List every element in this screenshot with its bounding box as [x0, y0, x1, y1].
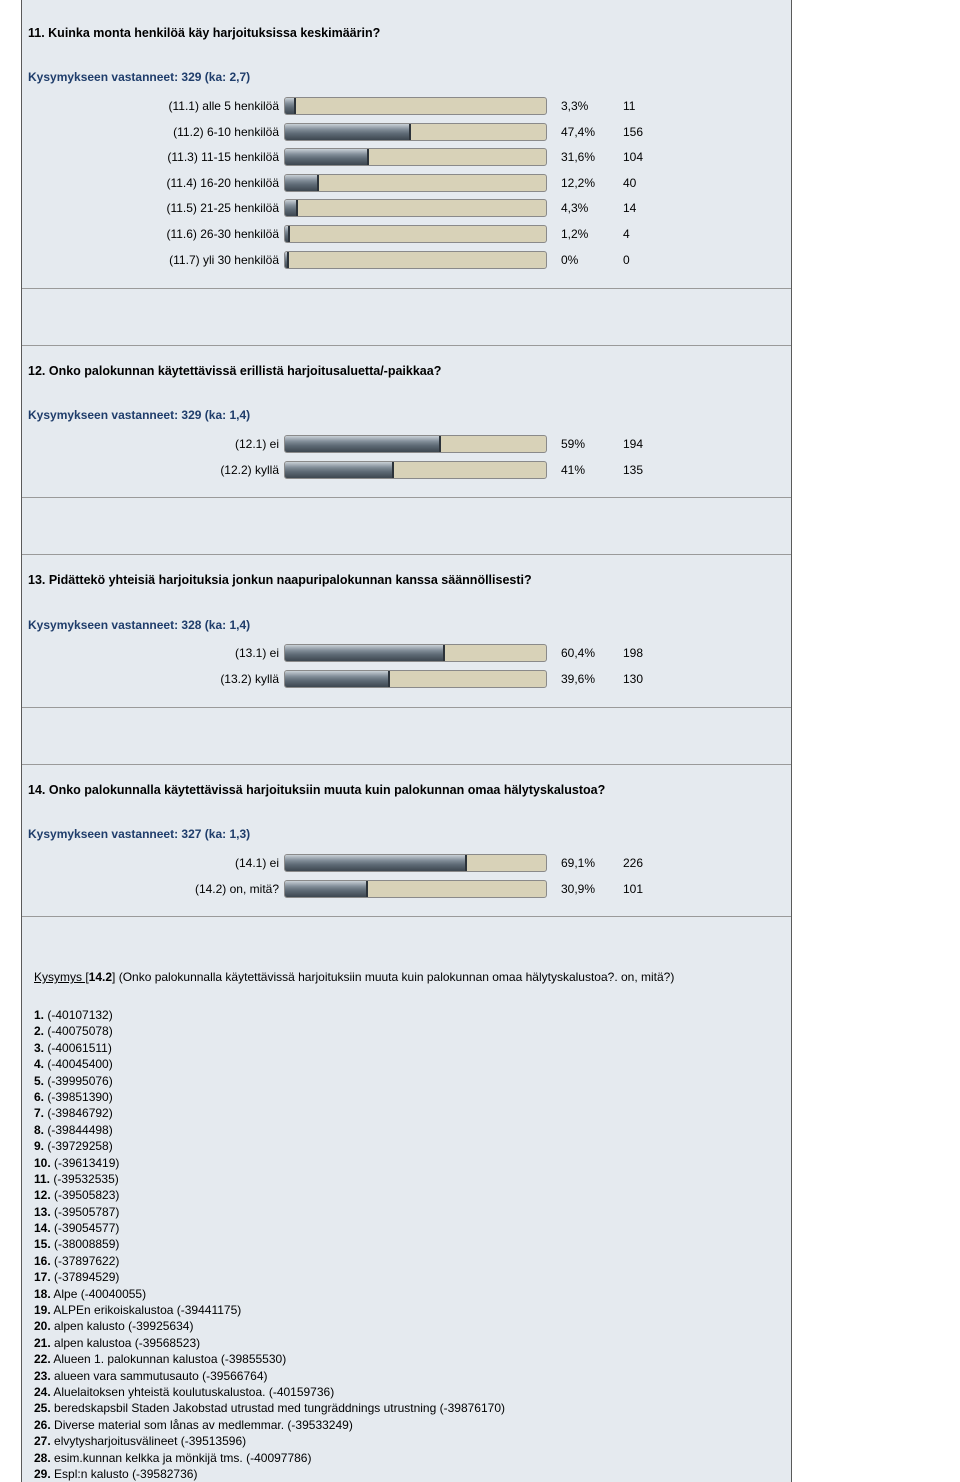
percentage-bar-fill [285, 252, 289, 268]
answer-item [34, 1105, 505, 1121]
answer-text: (-37894529) [50, 1270, 120, 1285]
percentage-bar [284, 644, 547, 662]
percentage-bar-fill [285, 436, 441, 452]
answer-number: 28. [34, 1450, 51, 1465]
open-question-text: ] (Onko palokunnalla käytettävissä harjoituksiin muuta kuin palokunnan omaa hälytyskalustoa?. on, mitä?) [112, 970, 675, 984]
section-separator [22, 916, 791, 917]
answer-item [34, 1417, 505, 1433]
answer-number: 11. [34, 1171, 51, 1186]
answer-text: ALPEn erikoiskalustoa (-39441175) [50, 1303, 242, 1318]
answer-text: (-39505787) [50, 1204, 120, 1219]
answer-text: Aluelaitoksen yhteistä koulutuskalustoa. (-40159736) [50, 1384, 335, 1399]
option-row [22, 97, 791, 117]
answer-text: (-40045400) [44, 1057, 113, 1072]
option-label: (12.2) kyllä [220, 462, 279, 477]
answer-number: 4. [34, 1057, 45, 1072]
option-count: 135 [623, 462, 644, 477]
answer-item [34, 1220, 505, 1236]
option-row [22, 854, 791, 874]
open-question-heading [34, 970, 674, 984]
answer-number: 27. [34, 1434, 51, 1449]
answer-number: 12. [34, 1188, 51, 1203]
percentage-bar [284, 461, 547, 479]
option-count: 14 [623, 201, 637, 216]
option-label: (11.7) yli 30 henkilöä [169, 252, 279, 267]
answer-item [34, 1236, 505, 1252]
answer-text: (-39844498) [44, 1122, 113, 1137]
option-count: 198 [623, 646, 644, 660]
answer-text: (-39532535) [50, 1171, 119, 1186]
option-count: 4 [623, 227, 630, 241]
option-row [22, 461, 791, 481]
answer-number: 1. [34, 1008, 45, 1022]
percentage-bar [284, 880, 547, 898]
open-question-number: 14.2 [88, 970, 113, 984]
answer-item [34, 1073, 505, 1089]
percentage-bar [284, 174, 547, 192]
answer-text: (-38008859) [50, 1237, 120, 1252]
option-percent: 47,4% [561, 124, 596, 139]
answer-item [34, 1351, 505, 1367]
percentage-bar-fill [285, 462, 394, 478]
question-title: 13. Pidättekö yhteisiä harjoituksia jonkun naapuripalokunnan kanssa säännöllisesti? [28, 573, 532, 587]
percentage-bar-fill [285, 98, 296, 114]
percentage-bar-fill [285, 175, 319, 191]
answer-item [34, 1253, 505, 1269]
section-separator [22, 288, 791, 346]
answer-text: Alueen 1. palokunnan kalustoa (-39855530) [50, 1352, 287, 1367]
option-count: 226 [623, 856, 644, 870]
question-title: 12. Onko palokunnan käytettävissä erillistä harjoitusaluetta/-paikkaa? [28, 364, 442, 378]
answer-item [34, 1400, 505, 1416]
answer-item [34, 1023, 505, 1039]
option-count: 40 [623, 175, 637, 190]
percentage-bar-fill [285, 855, 467, 871]
option-row [22, 251, 791, 271]
percentage-bar-fill [285, 200, 298, 216]
answer-number: 21. [34, 1335, 51, 1350]
option-percent: 12,2% [561, 175, 596, 190]
answer-text: (-39505823) [50, 1188, 120, 1203]
respondent-count: Kysymykseen vastanneet: 329 (ka: 2,7) [28, 70, 251, 84]
answer-number: 23. [34, 1368, 51, 1383]
answer-text: (-39851390) [44, 1089, 113, 1104]
answer-item [34, 1433, 505, 1449]
option-label: (11.4) 16-20 henkilöä [166, 175, 279, 190]
respondent-count: Kysymykseen vastanneet: 328 (ka: 1,4) [28, 618, 251, 632]
answer-number: 9. [34, 1139, 45, 1154]
option-row [22, 174, 791, 194]
percentage-bar [284, 123, 547, 141]
option-row [22, 199, 791, 219]
respondent-count: Kysymykseen vastanneet: 329 (ka: 1,4) [28, 408, 251, 422]
answer-text: alpen kalusto (-39925634) [50, 1319, 194, 1334]
option-percent: 60,4% [561, 646, 596, 660]
answer-text: (-40075078) [44, 1024, 113, 1039]
option-count: 11 [623, 99, 636, 113]
answer-item [34, 1466, 505, 1482]
option-label: (13.1) ei [234, 646, 279, 660]
answer-item [34, 1384, 505, 1400]
option-count: 194 [623, 437, 644, 451]
option-row [22, 123, 791, 143]
answer-text: Diverse material som lånas av medlemmar. (-39533249) [50, 1417, 353, 1432]
section-separator [22, 707, 791, 765]
answer-text: esim.kunnan kelkka ja mönkijä tms. (-40097786) [50, 1450, 312, 1465]
answer-item [34, 1122, 505, 1138]
answer-item [34, 1286, 505, 1302]
option-label: (13.2) kyllä [220, 671, 279, 686]
option-row [22, 225, 791, 245]
answer-number: 6. [34, 1089, 45, 1104]
option-row [22, 435, 791, 455]
option-label: (11.5) 21-25 henkilöä [166, 201, 279, 216]
answer-item [34, 1007, 505, 1023]
section-separator [22, 497, 791, 555]
option-percent: 41% [561, 462, 586, 477]
answer-text: (-40061511) [44, 1040, 112, 1055]
answer-text: (-39054577) [50, 1221, 120, 1236]
answer-text: alpen kalustoa (-39568523) [50, 1335, 201, 1350]
option-label: (11.6) 26-30 henkilöä [166, 227, 279, 241]
answer-text: (-39995076) [44, 1073, 113, 1088]
option-count: 104 [623, 150, 644, 165]
answer-number: 15. [34, 1237, 51, 1252]
answer-number: 14. [34, 1221, 51, 1236]
option-label: (11.1) alle 5 henkilöä [168, 99, 279, 113]
answer-number: 29. [34, 1466, 51, 1481]
answer-item [34, 1269, 505, 1285]
answer-text: (-40107132) [44, 1008, 113, 1022]
answer-item [34, 1155, 505, 1171]
percentage-bar [284, 199, 547, 217]
answer-number: 26. [34, 1417, 51, 1432]
option-percent: 31,6% [561, 150, 596, 165]
option-label: (11.3) 11-15 henkilöä [167, 150, 279, 165]
answer-text: elvytysharjoitusvälineet (-39513596) [50, 1434, 247, 1449]
answer-item [34, 1040, 505, 1056]
report-panel [21, 0, 792, 1482]
option-percent: 0% [561, 252, 579, 267]
answer-number: 3. [34, 1040, 45, 1055]
percentage-bar [284, 97, 547, 115]
answer-number: 18. [34, 1286, 51, 1301]
answer-number: 17. [34, 1270, 51, 1285]
option-label: (11.2) 6-10 henkilöä [173, 124, 279, 139]
option-count: 101 [623, 881, 644, 896]
percentage-bar-fill [285, 645, 445, 661]
answer-text: (-39729258) [44, 1139, 113, 1154]
answer-item [34, 1056, 505, 1072]
option-percent: 39,6% [561, 671, 596, 686]
answer-number: 19. [34, 1303, 51, 1318]
answer-list [34, 1007, 505, 1482]
percentage-bar [284, 225, 547, 243]
answer-text: (-37897622) [50, 1253, 120, 1268]
answer-item [34, 1450, 505, 1466]
answer-item [34, 1335, 505, 1351]
question-title: 14. Onko palokunnalla käytettävissä harjoituksiin muuta kuin palokunnan omaa hälytyskalustoa? [28, 783, 606, 797]
open-question-link[interactable]: Kysymys [ [34, 970, 89, 984]
option-row [22, 670, 791, 690]
option-count: 0 [623, 252, 630, 267]
option-row [22, 644, 791, 664]
option-count: 130 [623, 671, 644, 686]
answer-item [34, 1204, 505, 1220]
percentage-bar-fill [285, 149, 369, 165]
answer-item [34, 1138, 505, 1154]
percentage-bar-fill [285, 124, 411, 140]
answer-item [34, 1187, 505, 1203]
answer-item [34, 1318, 505, 1334]
answer-item [34, 1368, 505, 1384]
percentage-bar [284, 854, 547, 872]
answer-text: Alpe (-40040055) [50, 1286, 147, 1301]
answer-number: 2. [34, 1024, 45, 1039]
answer-item [34, 1302, 505, 1318]
answer-item [34, 1171, 505, 1187]
answer-number: 16. [34, 1253, 51, 1268]
answer-number: 8. [34, 1122, 45, 1137]
percentage-bar-fill [285, 226, 290, 242]
answer-number: 20. [34, 1319, 51, 1334]
percentage-bar-fill [285, 881, 368, 897]
percentage-bar [284, 435, 547, 453]
option-percent: 4,3% [561, 201, 589, 216]
respondent-count: Kysymykseen vastanneet: 327 (ka: 1,3) [28, 827, 251, 841]
percentage-bar [284, 670, 547, 688]
answer-number: 10. [34, 1155, 51, 1170]
option-percent: 59% [561, 437, 586, 451]
percentage-bar [284, 148, 547, 166]
answer-text: alueen vara sammutusauto (-39566764) [50, 1368, 268, 1383]
option-row [22, 148, 791, 168]
answer-item [34, 1089, 505, 1105]
question-title: 11. Kuinka monta henkilöä käy harjoituksissa keskimäärin? [28, 26, 381, 40]
answer-number: 5. [34, 1073, 45, 1088]
answer-number: 25. [34, 1401, 51, 1416]
answer-text: (-39846792) [44, 1106, 113, 1121]
answer-text: (-39613419) [50, 1155, 120, 1170]
answer-number: 24. [34, 1384, 51, 1399]
option-count: 156 [623, 124, 644, 139]
option-row [22, 880, 791, 900]
option-percent: 1,2% [561, 227, 589, 241]
answer-number: 7. [34, 1106, 45, 1121]
option-label: (14.2) on, mitä? [194, 881, 279, 896]
answer-text: Espl:n kalusto (-39582736) [50, 1466, 198, 1481]
percentage-bar-fill [285, 671, 390, 687]
option-percent: 30,9% [561, 881, 596, 896]
option-percent: 69,1% [561, 856, 596, 870]
option-label: (14.1) ei [234, 856, 279, 870]
option-percent: 3,3% [561, 99, 589, 113]
answer-number: 22. [34, 1352, 51, 1367]
option-label: (12.1) ei [234, 437, 279, 451]
percentage-bar [284, 251, 547, 269]
answer-number: 13. [34, 1204, 51, 1219]
answer-text: beredskapsbil Staden Jakobstad utrustad med tungräddnings utrustning (-39876170) [50, 1401, 505, 1416]
